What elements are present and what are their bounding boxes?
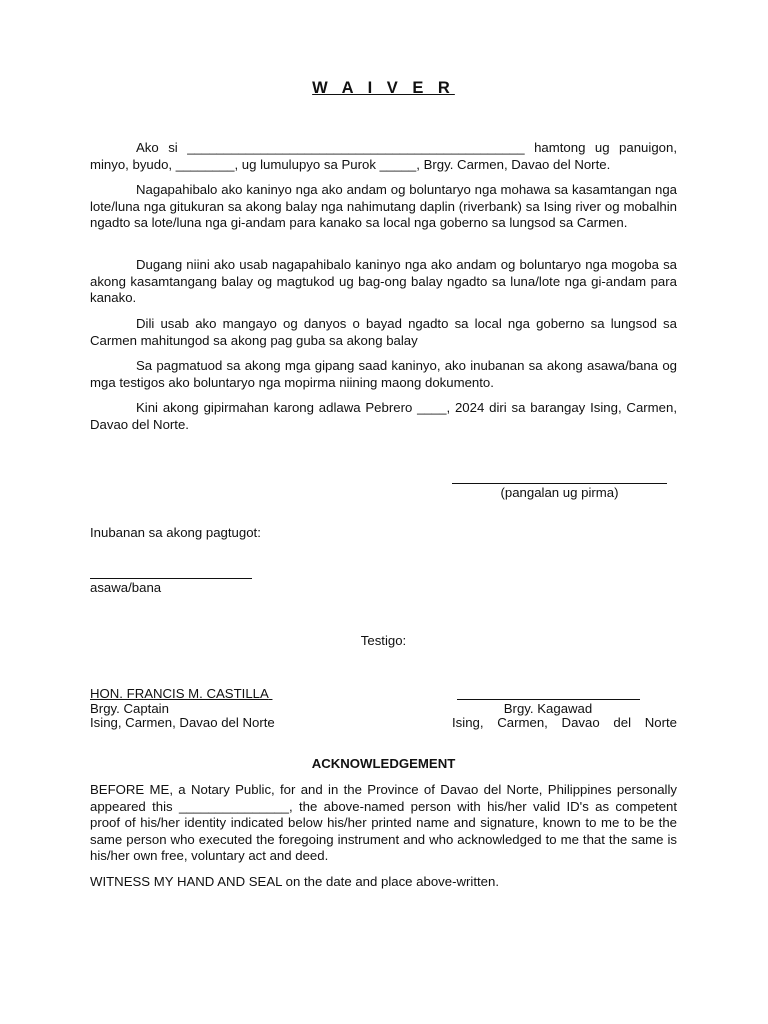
witness-right-signature-line: [457, 699, 640, 700]
paragraph-identity: Ako si ______________________________________________ hamtong ug panuigon, minyo, byudo, ________, ug lumulupyo sa Purok _____, Brgy. Carmen, Davao del Norte.: [90, 140, 677, 172]
witness-my-hand-paragraph: WITNESS MY HAND AND SEAL on the date and place above-written.: [90, 874, 499, 889]
witness-right-position: Brgy. Kagawad: [503, 701, 593, 716]
signature-label: (pangalan ug pirma): [500, 485, 619, 500]
consent-heading: Inubanan sa akong pagtugot:: [90, 525, 261, 540]
paragraph-attestation: Sa pagmatuod sa akong mga gipang saad kaninyo, ako inubanan sa akong asawa/bana og mga testigos ako boluntaryo nga mopirma niining maong dokumento.: [90, 358, 677, 390]
signature-line: [452, 483, 667, 484]
witness-left-name-line: [269, 686, 299, 703]
acknowledgement-paragraph: BEFORE ME, a Notary Public, for and in the Province of Davao del Norte, Philippines personally appeared this _______________, the above-named person with his/her valid ID's as competent proof of his/her identity indicated below his/her printed name and signature, known to me to be the same person who executed the foregoing instrument and who acknowledged to me that the same is his/her own free, voluntary act and deed.: [90, 782, 677, 863]
witness-heading: Testigo:: [360, 633, 407, 648]
witness-left-name: HON. FRANCIS M. CASTILLA: [90, 686, 269, 701]
document-title: W A I V E R: [312, 79, 455, 97]
paragraph-date: Kini akong gipirmahan karong adlawa Pebrero ____, 2024 diri sa barangay Ising, Carmen, Davao del Norte.: [90, 400, 677, 432]
witness-left-place: Ising, Carmen, Davao del Norte: [90, 715, 275, 730]
witness-left-position: Brgy. Captain: [90, 701, 169, 716]
witness-right-place: Ising, Carmen, Davao del Norte: [452, 715, 677, 730]
acknowledgement-heading: ACKNOWLEDGEMENT: [311, 756, 456, 771]
paragraph-no-damages: Dili usab ako mangayo og danyos o bayad ngadto sa local nga goberno sa lungsod sa Carmen mahitungod sa akong pag guba sa akong balay: [90, 316, 677, 348]
paragraph-demolition: Dugang niini ako usab nagapahibalo kaninyo nga ako andam og boluntaryo nga mogoba sa akong kasamtangang balay og magtukod ug bag-ong balay ngadto sa luna/lote nga gi-andam para kanako.: [90, 257, 677, 305]
paragraph-relocation: Nagapahibalo ako kaninyo nga ako andam og boluntaryo nga mohawa sa kasamtangan nga lote/luna nga gitukuran sa akong balay nga nahimutang daplin (riverbank) sa Ising river og mobalhin ngadto sa lote/luna nga gi-andam para kanako sa local nga goberno sa lungsod sa Carmen.: [90, 182, 677, 230]
spouse-signature-line: [90, 578, 252, 579]
spouse-label: asawa/bana: [90, 580, 162, 595]
